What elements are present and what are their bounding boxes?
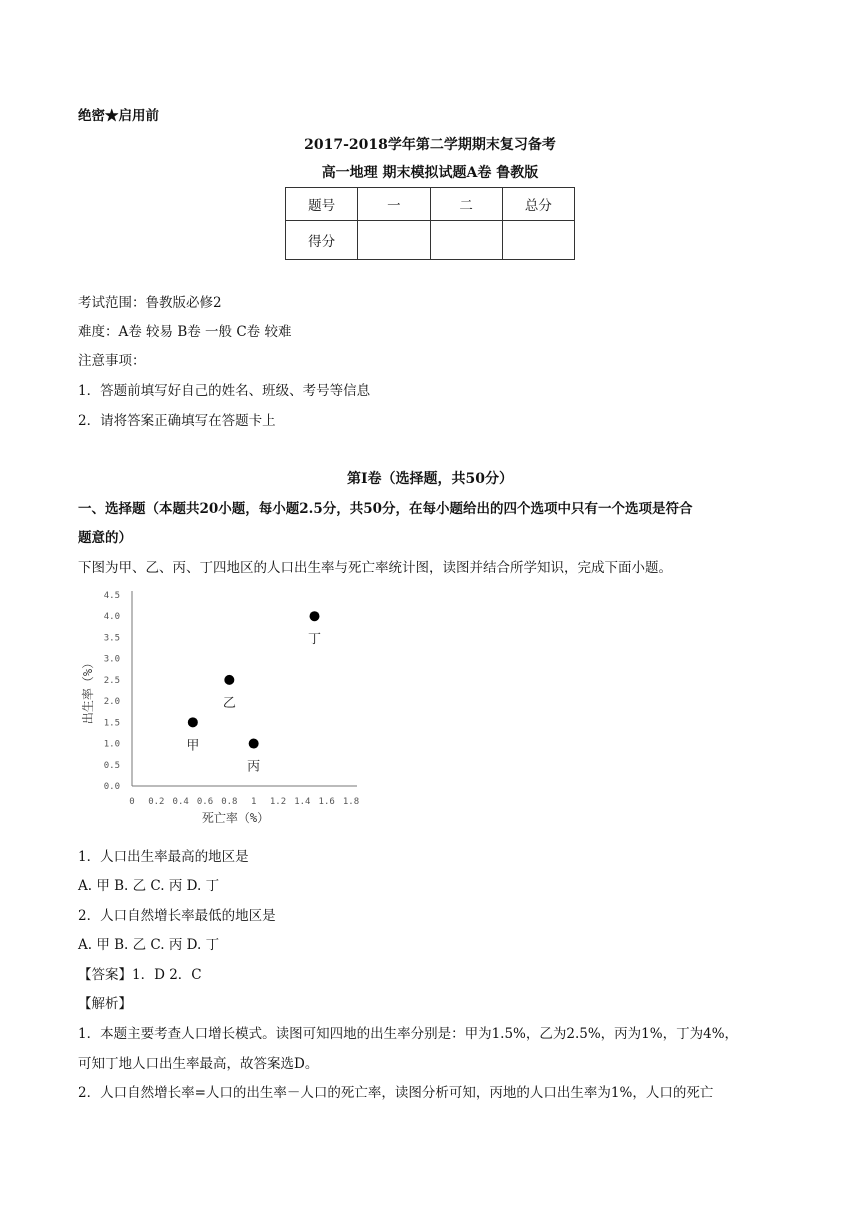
secret-label: 绝密★启用前 <box>78 108 159 124</box>
y-tick-label: 3.0 <box>103 654 120 665</box>
table-cell: 一 <box>358 188 430 221</box>
table-cell: 二 <box>430 188 502 221</box>
x-tick-label: 1.6 <box>318 797 335 807</box>
exam-scope: 考试范围：鲁教版必修2 <box>78 295 222 311</box>
notice-item: 2．请将答案正确填写在答题卡上 <box>78 413 276 429</box>
y-tick-label: 4.5 <box>103 591 120 601</box>
score-cell[interactable] <box>430 221 502 260</box>
y-axis-label: 出生率（%） <box>81 656 95 725</box>
y-tick-label: 4.0 <box>103 612 120 623</box>
x-tick-label: 0.6 <box>196 797 214 807</box>
y-tick-label: 0.5 <box>103 760 120 771</box>
analysis-2: 2．人口自然增长率=人口的出生率－人口的死亡率，读图分析可知，丙地的人口出生率为1%，人口的死亡 <box>78 1085 714 1101</box>
y-tick-label: 1.5 <box>103 718 120 729</box>
y-tick-label: 3.5 <box>103 633 120 644</box>
table-row <box>286 188 575 221</box>
score-cell[interactable] <box>502 221 574 260</box>
point-label: 甲 <box>186 738 200 754</box>
scatter-chart <box>78 585 378 830</box>
table-row <box>286 221 575 260</box>
y-tick-label: 0.0 <box>103 782 120 792</box>
answer-line: 【答案】1．D 2．C <box>78 967 202 983</box>
question-1-options: A. 甲 B. 乙 C. 丙 D. 丁 <box>78 878 220 894</box>
score-table <box>285 187 575 260</box>
y-tick-label: 2.0 <box>103 697 120 708</box>
analysis-title: 【解析】 <box>78 996 132 1012</box>
x-tick-label: 1.8 <box>342 797 360 807</box>
y-tick-label: 2.5 <box>103 675 120 686</box>
x-tick-label: 1.4 <box>294 797 311 807</box>
part-title-cont: 题意的） <box>78 530 132 546</box>
table-cell: 得分 <box>286 221 358 260</box>
table-cell: 总分 <box>502 188 574 221</box>
analysis-1-cont: 可知丁地人口出生率最高，故答案选D。 <box>78 1056 319 1072</box>
x-axis-label: 死亡率（%） <box>201 811 270 825</box>
x-tick-label: 0.4 <box>172 797 189 807</box>
table-cell: 题号 <box>286 188 358 221</box>
notice-item: 1．答题前填写好自己的姓名、班级、考号等信息 <box>78 383 371 399</box>
data-point <box>310 611 320 621</box>
section-title: 第I卷（选择题，共50分） <box>346 471 514 487</box>
point-label: 丙 <box>247 759 261 775</box>
point-label: 乙 <box>222 695 236 711</box>
x-tick-label: 0 <box>129 797 135 807</box>
data-point <box>249 739 259 749</box>
point-label: 丁 <box>307 632 322 648</box>
question-intro: 下图为甲、乙、丙、丁四地区的人口出生率与死亡率统计图，读图并结合所学知识，完成下面小题。 <box>78 560 672 576</box>
x-tick-label: 1.2 <box>269 797 287 807</box>
part-title: 一、选择题（本题共20小题，每小题2.5分，共50分，在每小题给出的四个选项中只有一个选项是符合 <box>78 501 693 517</box>
notice-title: 注意事项： <box>78 353 146 369</box>
x-tick-label: 1 <box>250 797 257 807</box>
data-point <box>224 675 234 685</box>
data-point <box>188 717 198 727</box>
question-2-options: A. 甲 B. 乙 C. 丙 D. 丁 <box>78 937 220 953</box>
exam-title: 2017-2018学年第二学期期末复习备考 <box>304 137 556 153</box>
question-1: 1．人口出生率最高的地区是 <box>78 849 249 865</box>
question-2: 2．人口自然增长率最低的地区是 <box>78 908 276 924</box>
y-tick-label: 1.0 <box>103 739 120 750</box>
score-cell[interactable] <box>358 221 430 260</box>
difficulty-line: 难度：A卷 较易 B卷 一般 C卷 较难 <box>78 324 292 340</box>
analysis-1: 1．本题主要考查人口增长模式。读图可知四地的出生率分别是：甲为1.5%，乙为2.5%，丙为1%，丁为4%， <box>78 1026 739 1042</box>
x-tick-label: 0.8 <box>221 797 238 807</box>
x-tick-label: 0.2 <box>148 797 165 807</box>
exam-subtitle: 高一地理 期末模拟试题A卷 鲁教版 <box>321 165 539 181</box>
